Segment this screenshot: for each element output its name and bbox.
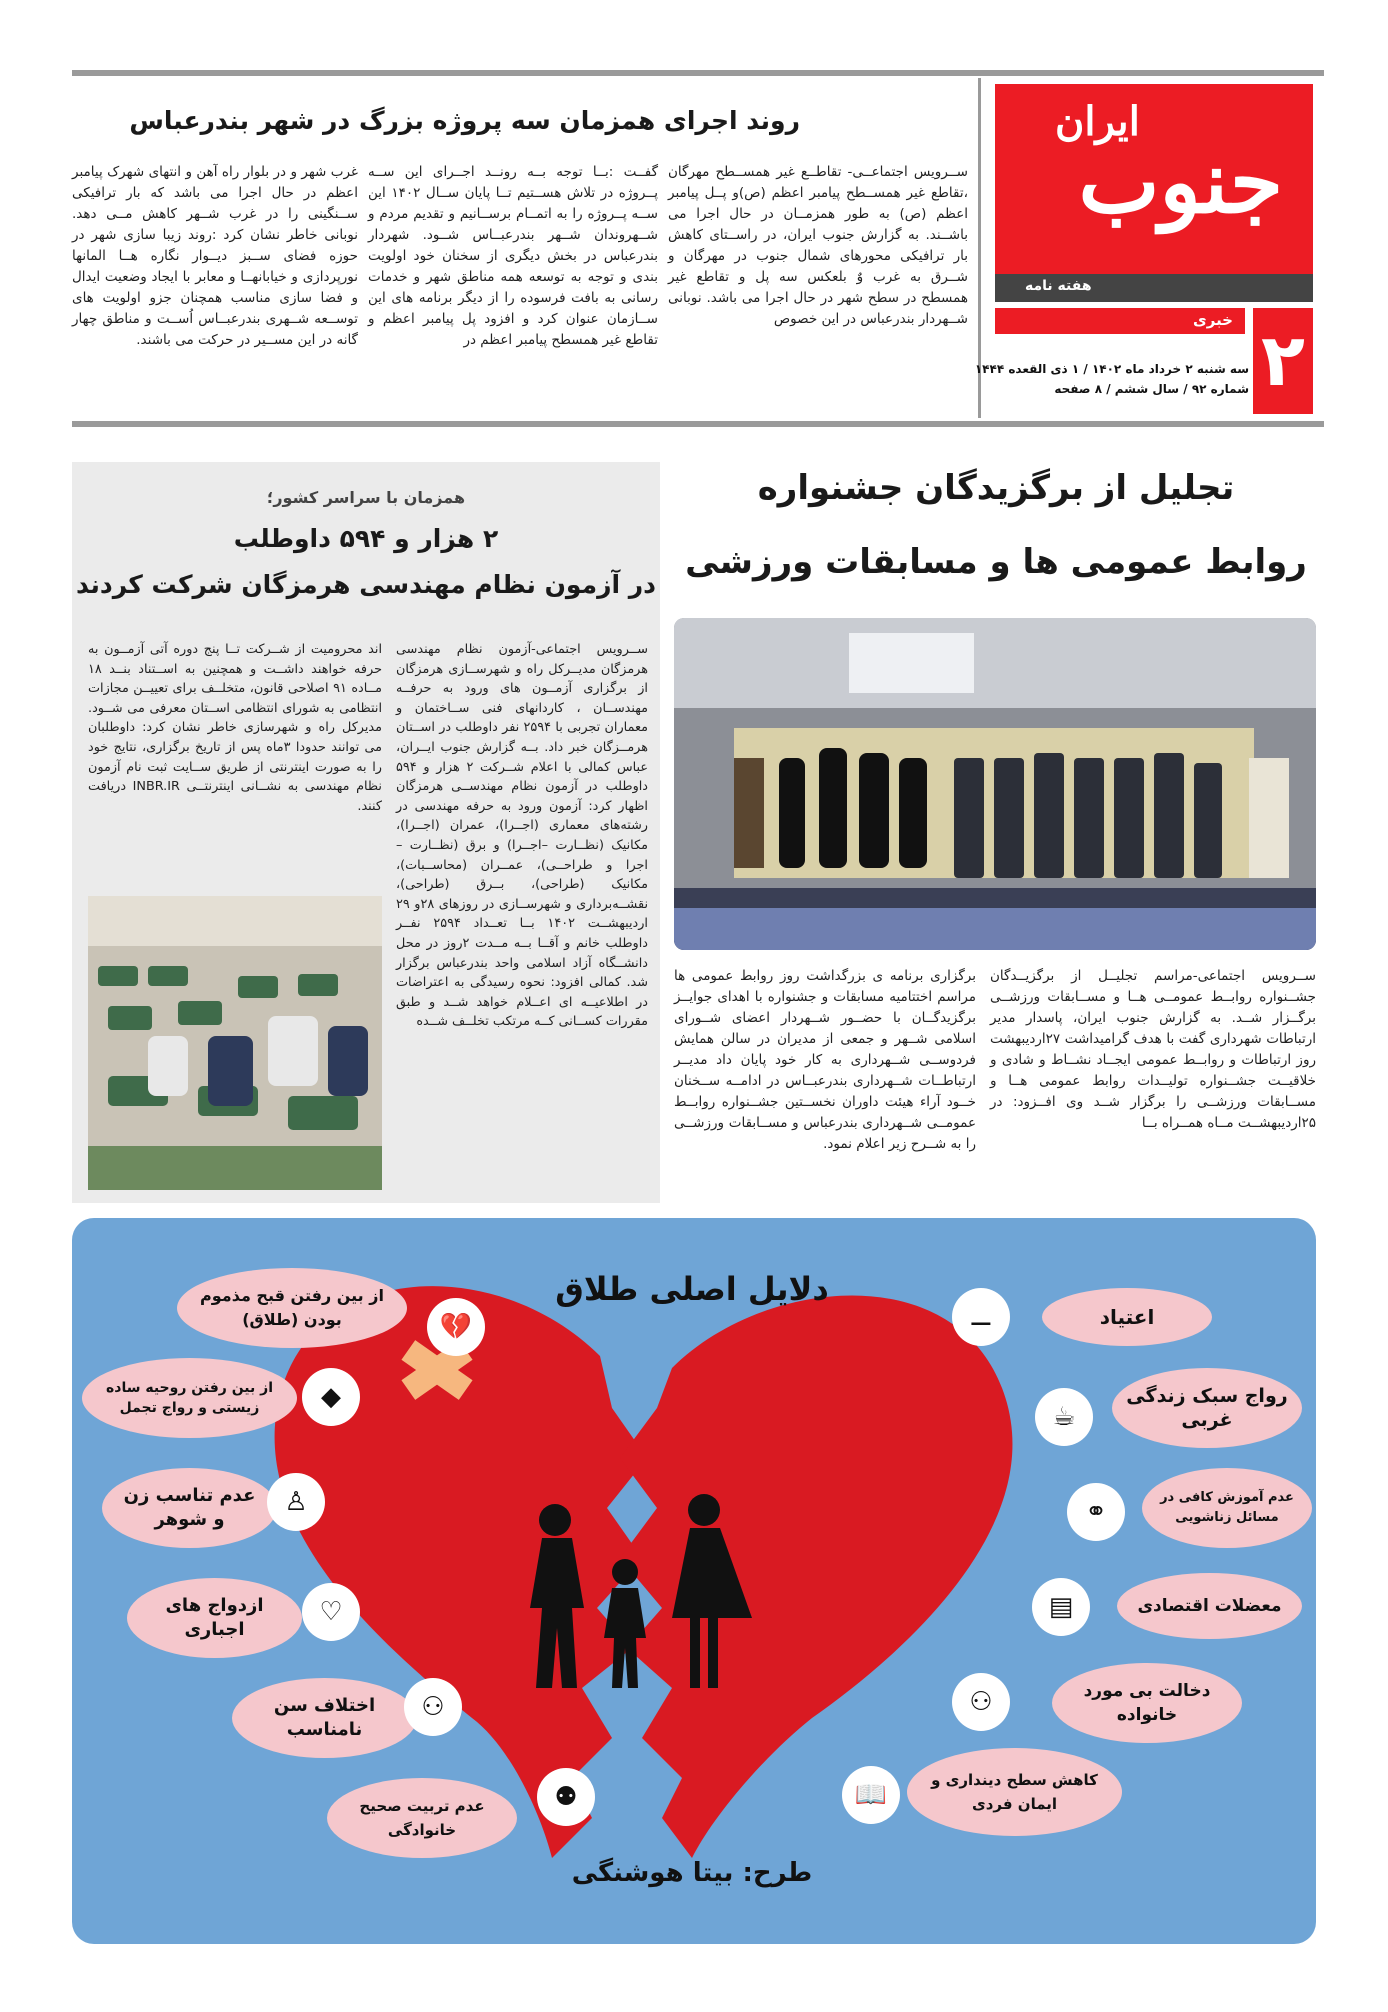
top-article-col2: گفــت :بــا توجه بــه رونــد اجــرای این ســه پــروژه در تلاش هســتیم تــا پایان ســال ۱۴۰۲ این ســه پــروژه را به اتمــام برســانیم و تقدیم مردم و شــهروندان شــهر بندرعبــاس شــود. شهردار بندرعباس در بخش دیگری از سخنان خود اولویت بندی و توجه به توسعه همه مناطق شهر و خدمات رسانی به بافت فرسوده را از دیگر برنامه های این ســازمان عنوان کرد و افزود پل پیامبر اعظم و تقاطع غیر همسطح پیامبر اعظم در [368, 164, 659, 348]
issue-date: سه شنبه ۲ خرداد ماه ۱۴۰۲ / ۱ ذی القعده ۱۴۴۴ [974, 362, 1249, 376]
exam-col1: ســرویس اجتماعی-آزمون نظام مهندسی هرمزگان مدیــرکل راه و شهرســازی هرمزگان از برگزاری آزمــون های ورود به حرفــه مهندســان ، کاردانهای فنی ســاختمان و معماران تجربی با ۲۵۹۴ نفر داوطلب در اســتان هرمــزگان خبر داد. بــه گزارش جنوب ایــران، عباس کمالی با اعلام شــرکت ۲ هزار و ۵۹۴ داوطلب در آزمون نظام مهندســی هرمزگان اظهار کرد: آزمون ورود به حرفه مهندسی در رشته‌های معماری (اجــرا)، عمران (اجــرا)، مکانیک (نظــارت –اجــرا) و برق (نظــارت –اجرا و طراحــی)، عمــران (محاســبات)، مکانیک (طراحی)، بــرق (طراحی)، نقشــه‌برداری و شهرســازی در روزهای ۲۸و ۲۹ اردیبهشــت ۱۴۰۲ بــا تعــداد ۲۵۹۴ نفــر داوطلب خانم و آقــا بــه مــدت ۲روز در محل دانشــگاه آزاد اسلامی واحد بندرعباس برگزار شد. کمالی افزود: نحوه رسیدگی به اعتراضات در اطلاعیــه ای اعــلام خواهد شــد و طبق مقررات کســانی کــه مرتکب تخلــف شــده [396, 642, 649, 1030]
family-group-icon: ⚉ [537, 1768, 595, 1826]
diamond-icon: ◆ [302, 1368, 360, 1426]
festival-headline-line2: روابط عمومی ها و مسابقات ورزشی [685, 542, 1307, 582]
weekly-label: هفته نامه [1025, 278, 1092, 294]
newspaper-logo [995, 84, 1313, 274]
logo-iran-text: ایران [1055, 98, 1140, 145]
elderly-couple-icon: ⚇ [404, 1678, 462, 1736]
mid-rule [72, 421, 1324, 427]
reason-left-5: اختلاف سن نامناسب [232, 1678, 417, 1758]
festival-photo [674, 618, 1316, 950]
reason-left-4: ازدواج های اجباری [127, 1578, 302, 1658]
exam-kicker: همزمان با سراسر کشور؛ [266, 488, 466, 507]
divorce-infographic [72, 1218, 1316, 1944]
reason-right-3: عدم آموزش کافی در مسائل زناشویی [1142, 1468, 1312, 1548]
broken-heart-icon: 💔 [427, 1298, 485, 1356]
cigarette-icon: ⚊ [952, 1288, 1010, 1346]
money-stack-icon: ▤ [1032, 1578, 1090, 1636]
festival-headline-line1: تجلیل از برگزیدگان جشنواره [757, 468, 1235, 508]
exam-headline-line1: ۲ هزار و ۵۹۴ داوطلب [233, 524, 499, 553]
reason-right-4: معضلات اقتصادی [1117, 1573, 1302, 1639]
infographic-title: دلایل اصلی طلاق [555, 1270, 829, 1308]
top-article-headline: روند اجرای همزمان سه پروژه بزرگ در شهر بندرعباس [129, 106, 800, 135]
top-article-col3: غرب شهر و در بلوار راه آهن و انتهای شهرک پیامبر اعظم در حال اجرا می باشد که بار ترافیکی ســنگینی را در غرب شــهر کاهش مــی دهد. نوبانی خاطر نشان کرد :روند زیبا سازی شهر در حوزه فضای ســبز دیــوار نگاره هــا المانها نورپردازی و خیابانهــا و معابر با ایجاد وضعیت ایدال و فضا سازی مناسب همچنان جزو اولویت های توســعه شــهری بندرعبــاس اُســت و مناطق چهار گانه در این مســیر در حرکت می باشند. [72, 164, 358, 348]
section-bar [995, 308, 1245, 334]
exam-article-box [72, 462, 660, 1203]
page-number: ۲ [1261, 318, 1305, 402]
exam-headline-line2: در آزمون نظام مهندسی هرمزگان شرکت کردند [76, 570, 656, 599]
cupid-heart-icon: ♡ [302, 1583, 360, 1641]
western-lifestyle-icon: ☕ [1035, 1388, 1093, 1446]
weekly-bar [995, 274, 1313, 302]
reason-left-3: عدم تناسب زن و شوهر [102, 1468, 277, 1548]
reason-left-6: عدم تربیت صحیح خانوادگی [327, 1778, 517, 1858]
exam-col2: اند محرومیت از شــرکت تــا پنج دوره آتی آزمــون به حرفه خواهند داشــت و همچنین به اســتناد بنــد ۱۸ مــاده ۹۱ اصلاحی قانون، متخلــف برای تعییــن مجازات انتظامی به شورای انتظامی اســتان معرفی می شــود. مدیرکل راه و شهرسازی خاطر نشان کرد: داوطلبان می توانند حدودا ۳ماه پس از تاریخ برگزاری، نتایج خود را به صورت اینترنتی از طریق ســایت ثبت نام آزمون نظام مهندسی به نشــانی اینترنتــی INBR.IR دریافت کنند. [88, 642, 383, 814]
reason-left-2: از بین رفتن روحیه ساده زیستی و رواج تجمل [82, 1358, 297, 1438]
festival-col2: برگزاری برنامه ی بزرگداشت روز روابط عمومی ها مراسم اختتامیه مسابقات و جشنواره با اهدای جوایــز برگزیدگــان با حضــور شــهردار اعضای شــورای اسلامی شــهر و جمعی از مدیران در سالن همایش فردوســی شــهرداری به کار خود پایان داد مدیــر ارتباطــات شــهرداری بندرعبــاس در ادامــه ســخنان خــود آراء هیئت داوران نخســتین جشــنواره روابــط عمومــی شــهرداری بندرعباس و مســابقات ورزشــی را به شــرح زیر اعلام نمود. [674, 968, 976, 1152]
page-number-box [1253, 308, 1313, 414]
reason-right-1: اعتیاد [1042, 1288, 1212, 1346]
issue-info: شماره ۹۲ / سال ششم / ۸ صفحه [1054, 382, 1249, 396]
masthead [974, 78, 1323, 414]
infographic-credit: طرح: بیتا هوشنگی [571, 1858, 813, 1888]
family-interference-icon: ⚇ [952, 1673, 1010, 1731]
section-label: خبری [1192, 311, 1233, 329]
top-article-col1: ســرویس اجتماعــی- تقاطــع غیر همســطح مهرگان ،تقاطع غیر همســطح پیامبر اعظم (ص)و پــل پیامبر اعظم (ص) به طور همزمــان در حال اجرا می باشــند. به گزارش جنوب ایران، در راســتای کاهش بار ترافیکی محورهای شمال جنوب در مهرگان و شــرق به غرب وٌ بلعکس سه پل و تقاطع غیر همسطح در سطح شهر در حال اجرا می باشد. نوبانی شــهردار بندرعباس در این خصوص [668, 164, 968, 327]
reason-left-1: از بین رفتن قبح مذموم بودن (طلاق) [177, 1268, 407, 1348]
reason-right-6: کاهش سطح دینداری و ایمان فردی [907, 1748, 1122, 1836]
logo-jonub-text: جنوب [1078, 132, 1283, 233]
rings-icon: ⚭ [1067, 1483, 1125, 1541]
person-icon: ♙ [267, 1473, 325, 1531]
reason-right-2: رواج سبک زندگی غربی [1112, 1368, 1302, 1448]
festival-col1: ســرویس اجتماعی-مراسم تجلیــل از برگزیــدگان جشــنواره روابــط عمومــی هــا و مســابقات ورزشــی برگــزار شــد. به گزارش جنوب ایران، پاسدار مدیر ارتباطات شهرداری گفت با هدف گرامیداشت ۲۷اردیبهشت روز ارتباطات و روابــط عمومی ایجــاد نشــاط و شادی و خلاقیــت جشــنواره تولیــدات روابط عمومی هــا و مســابقات ورزشــی را برگزار شــد وی افــزود: در ۲۵اردیبهشــت مــاه همــراه بــا [990, 968, 1316, 1131]
reason-right-5: دخالت بی مورد خانواده [1052, 1663, 1242, 1743]
quran-book-icon: 📖 [842, 1766, 900, 1824]
exam-photo [88, 896, 382, 1190]
top-rule [72, 70, 1324, 76]
